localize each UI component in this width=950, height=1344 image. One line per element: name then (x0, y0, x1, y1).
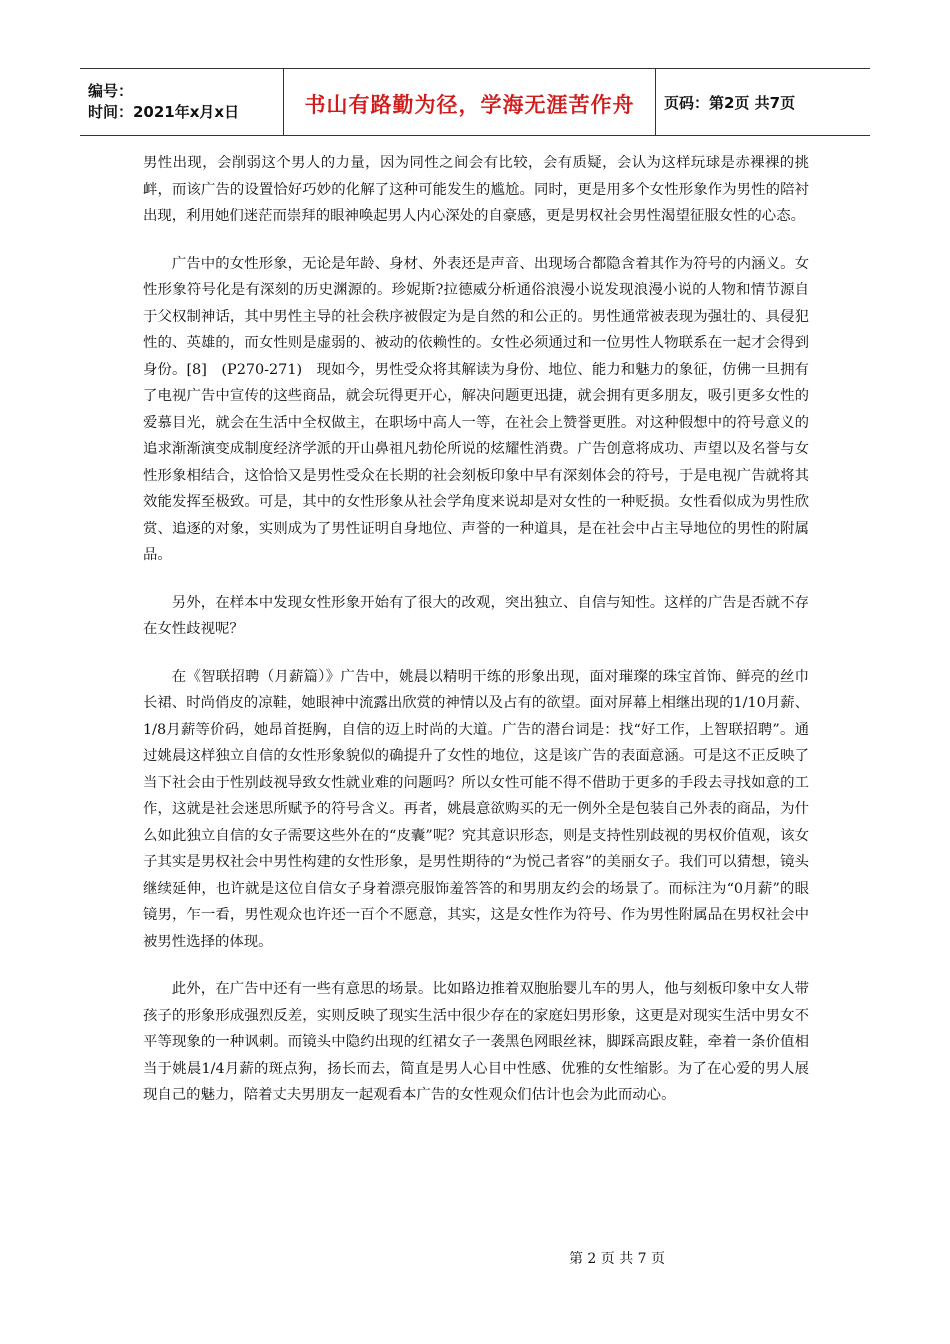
header-page-cell (656, 69, 870, 135)
paragraph-1: 男性出现，会削弱这个男人的力量，因为同性之间会有比较，会有质疑，会认为这样玩球是赤裸裸的挑衅，而该广告的设置恰好巧妙的化解了这种可能发生的尴尬。同时，更是用多个女性形象作为男性的陪衬出现，利用她们迷茫而崇拜的眼神唤起男人内心深处的自豪感，更是男权社会男性渴望征服女性的心态。 (143, 155, 809, 224)
paragraph-5: 此外，在广告中还有一些有意思的场景。比如路边推着双胞胎婴儿车的男人，他与刻板印象中女人带孩子的形象形成强烈反差，实则反映了现实生活中很少存在的家庭妇男形象，这更是对现实生活中男女不平等现象的一种讽刺。而镜头中隐约出现的红裙女子一袭黑色网眼丝袜，脚踩高跟皮鞋，牵着一条价值相当于姚晨1/4月薪的斑点狗，扬长而去，简直是男人心目中性感、优雅的女性缩影。为了在心爱的男人展现自己的魅力，陪着丈夫男朋友一起观看本广告的女性观众们估计也会为此而动心。 (143, 981, 809, 1103)
header-meta (80, 69, 284, 135)
header-date: 时间：2021年x月x日 (88, 103, 240, 121)
page-footer (0, 1248, 950, 1268)
header-page-number: 页码：第2页 共7页 (664, 93, 796, 112)
paragraph-3: 另外，在样本中发现女性形象开始有了很大的改观，突出独立、自信与知性。这样的广告是否就不存在女性歧视呢？ (143, 594, 809, 637)
document-body (143, 150, 809, 1130)
header-motto: 书山有路勤为径，学海无涯苦作舟 (304, 93, 635, 117)
footer-page-number: 第 2 页 共 7 页 (568, 1251, 666, 1267)
paragraph-4: 在《智联招聘（月薪篇）》广告中，姚晨以精明干练的形象出现，面对璀璨的珠宝首饰、鲜亮的丝巾长裙、时尚俏皮的凉鞋，她眼神中流露出欣赏的神情以及占有的欲望。面对屏幕上相继出现的1/10月薪、1/8月薪等价码，她昂首挺胸，自信的迈上时尚的大道。广告的潜台词是：找“好工作，上智联招聘”。通过姚晨这样独立自信的女性形象貌似的确提升了女性的地位，这是该广告的表面意涵。可是这不正反映了当下社会由于性别歧视导致女性就业难的问题吗？所以女性可能不得不借助于更多的手段去寻找如意的工作，这就是社会迷思所赋予的符号含义。再者，姚晨意欲购买的无一例外全是包装自己外表的商品，为什么如此独立自信的女子需要这些外在的“皮囊”呢？究其意识形态，则是支持性别歧视的男权价值观，该女子其实是男权社会中男性构建的女性形象，是男性期待的“为悦己者容”的美丽女子。我们可以猜想，镜头继续延伸，也许就是这位自信女子身着漂亮服饰羞答答的和男朋友约会的场景了。而标注为“0月薪”的眼镜男，乍一看，男性观众也许还一百个不愿意，其实，这是女性作为符号、作为男性附属品在男权社会中被男性选择的体现。 (143, 668, 809, 950)
page-header (80, 68, 870, 136)
header-motto-cell (284, 69, 656, 135)
paragraph-2: 广告中的女性形象，无论是年龄、身材、外表还是声音、出现场合都隐含着其作为符号的内涵义。女性形象符号化是有深刻的历史渊源的。珍妮斯?拉德威分析通俗浪漫小说发现浪漫小说的人物和情节源自于父权制神话，其中男性主导的社会秩序被假定为是自然的和公正的。男性通常被表现为强壮的、具侵犯性的、英雄的，而女性则是虚弱的、被动的依赖性的。女性必须通过和一位男性人物联系在一起才会得到身份。[8] (P270-271) 现如今，男性受众将其解读为身份、地位、能力和魅力的象征，仿佛一旦拥有了电视广告中宣传的这些商品，就会玩得更开心，解决问题更迅捷，就会拥有更多朋友，吸引更多女性的爱慕目光，就会在生活中全权做主，在职场中高人一等，在社会上赞誉更胜。对这种假想中的符号意义的追求渐渐演变成制度经济学派的开山鼻祖凡勃伦所说的炫耀性消费。广告创意将成功、声望以及名誉与女性形象相结合，这恰恰又是男性受众在长期的社会刻板印象中早有深刻体会的符号，于是电视广告就将其效能发挥至极致。可是，其中的女性形象从社会学角度来说却是对女性的一种贬损。女性看似成为男性欣赏、追逐的对象，实则成为了男性证明自身地位、声誉的一种道具，是在社会中占主导地位的男性的附属品。 (143, 255, 809, 563)
header-number: 编号： (88, 82, 134, 100)
